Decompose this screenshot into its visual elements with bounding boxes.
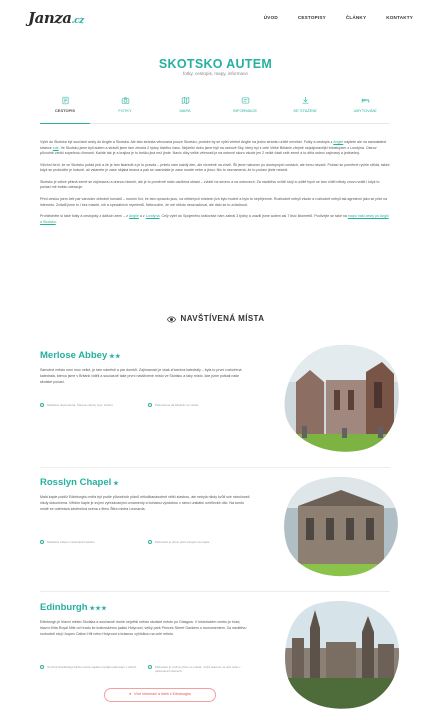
info-dot-icon: ● <box>128 692 132 697</box>
site-header <box>0 0 431 34</box>
map-icon <box>181 96 190 105</box>
logo-suffix: .cz <box>71 16 84 26</box>
star-rating: ★ <box>113 481 120 487</box>
travelogue-intro <box>40 140 390 231</box>
section-title: NAVŠTÍVENÁ MÍSTA <box>180 314 265 323</box>
text: . Celý výlet do Spojeného království nám zabral 3 týdny a urazili jsme autem asi 7 tisíc kilometrů. Podívejte se také na <box>159 214 348 219</box>
link-londyn[interactable]: Londýna <box>145 214 160 219</box>
bed-icon <box>361 96 370 105</box>
more-info-edinburgh-button[interactable] <box>104 688 216 702</box>
fact-text: Ve čtvrti Stockbridge blízko centra najdete levnější parkování v ulicích. <box>47 665 137 669</box>
tab-informace[interactable] <box>220 96 270 123</box>
link-trip-map[interactable]: mapu naší cesty po Anglii a Skotsku <box>40 214 389 224</box>
tab-fotky[interactable] <box>100 96 150 123</box>
nav-item-uvod[interactable]: ÚVOD <box>263 15 278 20</box>
tab-label: MAPA <box>179 108 191 113</box>
visited-places-heading <box>0 313 431 325</box>
tab-ke-stazeni[interactable] <box>280 96 330 123</box>
text: . <box>55 219 57 224</box>
nav-item-cestopisy[interactable]: CESTOPISY <box>297 15 326 20</box>
place-name: Rosslyn Chapel <box>40 477 112 488</box>
logo-main: Janza <box>28 9 72 27</box>
camera-icon <box>121 96 130 105</box>
tab-label: CESTOPIS <box>54 108 76 113</box>
fact-text: Parkování je možné přímo ve městě, i když placené na ulici nebo v parkovacích domech. <box>155 665 241 674</box>
text: . Ve Skotsku jsme byli autem a strávili jsme tam zhruba 2 týdny čistého času. Nejdelší dobu jsme byli na ostrově Sky, který byl z celé Velké Británie zřejmě nejzajímavější fotostopem z Londýna. Ostrov původně vznikl sopečnou činností. Každé tak je a krajina je tu trošku jiná než jinde. Navíc díky velké větrnosti je na ostrově skoro všude jen 2 velké části celé země a to dělá ostrov zajímavý a jedinečný. <box>40 145 377 156</box>
place-title[interactable] <box>40 349 121 364</box>
fact-text: Parkování je přímo před vstupem do kaple. <box>155 540 211 544</box>
intro-paragraph: Všichni tvrdí, že ve Skotsku pořád prší a že je tam škaredě a je to pravda – pršelo nám každý den, ale nicméně na chvíli. Šli jsme nakonec po dostupných cestách, ale tomu nevadí. Počasí se poměrně rychle střídá, takže když se probudíte je krásně, až vstanete je zase nějaká tmavá a pak se nasnídate je zase modré nebe a jinou. Nic to neznamená, že to počasí jinde nesedí. <box>40 162 390 173</box>
info-icon <box>241 96 250 105</box>
photo-abbey[interactable] <box>282 342 400 454</box>
eye-icon <box>167 315 176 324</box>
link-anglie-2[interactable]: Anglie <box>128 214 139 219</box>
fact-text: Parkovat se dá kdekoliv ve městě. <box>155 403 199 407</box>
star-rating: ★★★ <box>89 606 108 612</box>
tab-label: UBYTOVÁNÍ <box>353 108 377 113</box>
place-facts <box>40 540 260 544</box>
fact-visit <box>40 540 140 544</box>
divider <box>40 467 390 468</box>
button-label: Více informací a fotek z Edinburghu <box>134 692 192 697</box>
text: Prohlédněte si také fotky a cestopisy z dalších zemí – z <box>40 214 129 219</box>
place-description: Samotné město není moc velké, je tam náměstí a pár domků. Zajímavostí je však zřícenina katedrály – byla to první rozbořená katedrála, kterou jsme v Británii viděli a současně také první navštívené místo ve Skotsku a taky místo, kde jsme potkali naše skotské počasí. <box>40 368 242 384</box>
site-logo[interactable] <box>28 7 84 30</box>
divider <box>40 591 390 592</box>
page-title: SKOTSKO AUTEM <box>158 57 273 71</box>
intro-paragraph <box>40 214 390 225</box>
tab-cestopis[interactable] <box>40 96 90 123</box>
tab-label: KE STAŽENÍ <box>293 108 317 113</box>
photo-edinburgh[interactable] <box>282 598 400 710</box>
section-tabs <box>40 96 390 124</box>
place-title[interactable] <box>40 601 107 616</box>
text: Výlet do Skotska byl součástí cesty do Anglie a Skotska. Ale tato stránka věnovaná pouze Skotsku, protože by se výlet včetně Anglie na jednu stránku určitě nevešel. Fotky a cestopis z <box>40 140 334 144</box>
place-name: Merlose Abbey <box>40 350 108 361</box>
place-facts <box>40 403 260 407</box>
tab-label: FOTKY <box>118 108 132 113</box>
fact-parking <box>148 403 248 407</box>
download-icon <box>301 96 310 105</box>
nav-item-clanky[interactable]: ČLÁNKY <box>345 15 367 20</box>
place-facts <box>40 665 260 673</box>
fact-text: Návštěva doporučená. Časové nároky max. hodinu. <box>47 403 114 407</box>
intro-paragraph: Před cestou jsem četl pár varování ohledně komárů – musím říct, že tam opravdu jsou, na některých místech jich bylo hodně a bylo to nepříjemné. Rozhodně nebyli všude a rozhodně nebyli tak agresivní jako se píše na internetu. Zvládli jsme to i bez masek, sítí a speciálních repelentů. Nekroužím, že mě někdo neoznačoval, ale dalo se to zvládnout. <box>40 196 388 207</box>
parking-icon <box>148 665 152 669</box>
clock-icon <box>40 403 44 407</box>
fact-parking <box>148 540 248 544</box>
fact-parking-tip <box>40 665 140 673</box>
photo-chapel[interactable] <box>282 474 400 578</box>
place-description: Edinburgh je hlavní město Skotska a současně druhé největší město skotské město po Glasgow. V historickém centru je hrad, hlavní třída Royal Mile od hradu ke královskému paláci Holyrood, velký park Princes Street Gardens s monumentem. Za návštěvu rozhodně stojí i kopec Calton Hill nebo Holyrood s krásnou vyhlídkou na celé město. <box>40 620 247 636</box>
fact-visit <box>40 403 140 407</box>
intro-paragraph <box>40 140 390 157</box>
page-subtitle: fotky, cestopis, mapy, informace <box>183 71 248 76</box>
main-nav <box>264 14 413 21</box>
link-anglie[interactable]: Anglie <box>333 140 344 144</box>
star-rating: ★★ <box>109 354 121 360</box>
nav-item-kontakty[interactable]: KONTAKTY <box>386 15 413 20</box>
text: a z <box>138 214 146 219</box>
place-title[interactable] <box>40 476 119 491</box>
intro-paragraph: Skotsko je velice pěkná země se zajímavou a drsnou historií, ale je to poměrně málo osídlená oblast – zvlášť na severu a na ostrovech. Za návštěvu určitě stojí a určitě bych se tam chtěl někdy znovu vrátit i když to počasí mě trošku odrazuje. <box>40 179 380 190</box>
document-icon <box>61 96 70 105</box>
clock-icon <box>40 540 44 544</box>
parking-icon <box>40 665 44 669</box>
tab-mapa[interactable] <box>160 96 210 123</box>
fact-text: Návštěva zabere maximálně hodinku. <box>47 540 96 544</box>
link-zde[interactable]: zde <box>52 145 59 150</box>
parking-icon <box>148 403 152 407</box>
place-name: Edinburgh <box>40 602 88 613</box>
parking-icon <box>148 540 152 544</box>
fact-parking <box>148 665 248 673</box>
tab-label: INFORMACE <box>233 108 257 113</box>
tab-ubytovani[interactable] <box>340 96 390 123</box>
text: najdete ale na samostatné stránce <box>40 140 387 150</box>
place-description: Malá kaple poblíž Edinburghu měla být podle původních plánů několikanásobně větší stavbou, ale nebyla nikdy kvůli své náročnosti nikdy dokončena. Větším kaple je svými vyřezávanými ornamenty a bohatou výzdobou v rámci unikátní umělecké dílo. Na tomto místě se odehrává závěrečná scéna z filmu Šifra mistra Leonarda. <box>40 495 250 511</box>
